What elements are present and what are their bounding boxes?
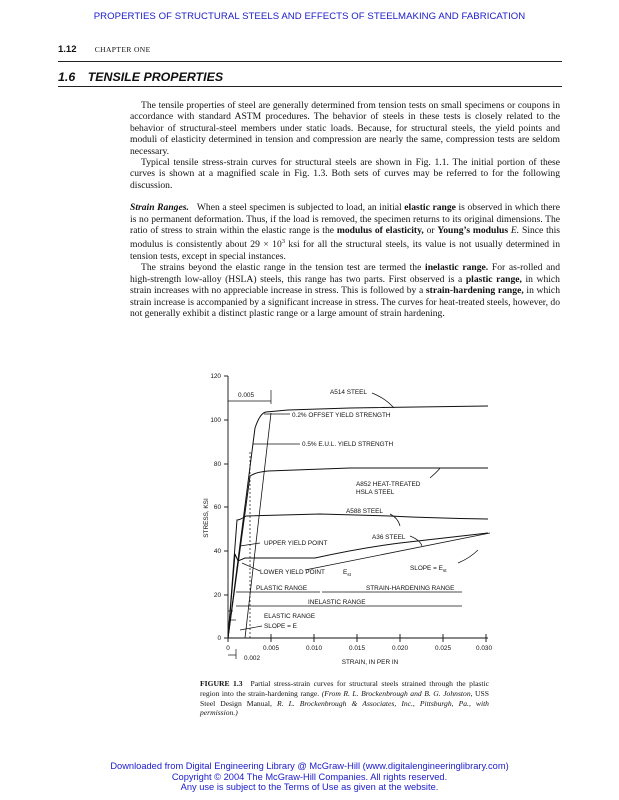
x-tick: 0	[226, 645, 230, 652]
label-0002: 0.002	[244, 655, 260, 662]
caption-text: Partial stress-strain curves for structural steels strained through the plastic region into the strain-hardening range.	[200, 679, 489, 698]
footer-line-1[interactable]: Downloaded from Digital Engineering Library @ McGraw-Hill (www.digitalengineeringlibrary.com)	[110, 761, 509, 771]
leader-slope-e	[240, 626, 262, 630]
section-number: 1.6	[58, 70, 76, 84]
label-a36: A36 STEEL	[372, 534, 406, 541]
leader-lower	[242, 563, 260, 571]
term-inelastic-range: inelastic range.	[425, 262, 489, 274]
paragraph-2	[130, 157, 560, 191]
chapter-label: CHAPTER ONE	[94, 45, 151, 54]
symbol-e: E.	[510, 225, 520, 237]
x-tick: 0.020	[392, 645, 408, 652]
label-slope-est: SLOPE = $E_{st}$	[410, 565, 447, 574]
y-tick: 80	[213, 461, 221, 468]
y-tick: 20	[213, 592, 221, 599]
stress-strain-diagram	[200, 368, 500, 673]
section-rule	[58, 86, 562, 87]
term-youngs-modulus: Young’s modulus	[437, 225, 509, 237]
label-a588: A588 STEEL	[346, 508, 383, 515]
page-number: 1.12	[58, 44, 77, 55]
label-a514: A514 STEEL	[330, 389, 367, 396]
p3-text-3: or	[423, 225, 438, 237]
term-strain-hardening: strain-hardening range,	[425, 285, 524, 297]
paragraph-1-text: The tensile properties of steel are generally determined from tension tests on small specimens or coupons in accordance with standard ASTM procedures. The behavior of steels in these tests is closely related to the behavior of structural-steel members under static loads. Because, for structural steels, the yield points and moduli of elasticity determined in tension and compression are nearly the same, compression tests are seldom necessary.	[130, 100, 560, 157]
p3-text-5: ksi for all the structural steels, its value is not usually determined in tension tests, except in special instances.	[130, 239, 560, 263]
p4-text-3: in which strain increases with no appreciable increase in stress. This is followed by a	[130, 273, 560, 297]
figure-1-3	[200, 368, 500, 673]
exponent: 3	[281, 238, 285, 246]
footer-line-2: Copyright © 2004 The McGraw-Hill Companies. All rights reserved.	[171, 771, 448, 782]
paragraph-1	[130, 100, 560, 157]
p3-text-2: is observed in which there is no permanent deformation. Thus, if the load is removed, the specimen returns to its original dimensions. The ratio of stress to strain within the elastic range is the	[130, 202, 561, 237]
y-axis-title: STRESS, KSI	[203, 498, 210, 538]
x-tick: 0.025	[435, 645, 451, 652]
y-tick: 0	[217, 635, 221, 642]
label-plastic-range: PLASTIC RANGE	[256, 585, 308, 592]
label-a852: A852 HEAT-TREATED	[356, 481, 421, 488]
x-tick: 0.015	[349, 645, 365, 652]
caption-source-b: USS Steel Design Manual,	[200, 688, 489, 708]
label-lower-yield-point: LOWER YIELD POINT	[260, 569, 325, 576]
p3-text-1: When a steel specimen is subjected to load, an initial	[196, 202, 405, 214]
term-elastic-range: elastic range	[404, 202, 456, 214]
source-banner: PROPERTIES OF STRUCTURAL STEELS AND EFFECTS OF STEELMAKING AND FABRICATION	[93, 11, 526, 22]
p4-text-1: The strains beyond the elastic range in the tension test are termed the	[141, 262, 426, 274]
y-tick: 120	[210, 373, 221, 380]
figure-caption	[200, 679, 489, 718]
x-tick: 0.010	[306, 645, 322, 652]
term-plastic-range: plastic range,	[465, 273, 522, 285]
caption-source-a: (From R. L. Brockenbrough and B. G. Johnston,	[321, 688, 476, 698]
caption-source-c: R. L. Brockenbrough & Associates, Inc., Pittsburgh, Pa., with permission.)	[200, 698, 489, 718]
paragraph-inelastic	[130, 262, 560, 319]
y-tick: 100	[210, 417, 221, 424]
offset-line	[245, 413, 271, 638]
label-inelastic-range: INELASTIC RANGE	[308, 599, 366, 606]
label-elastic-range: ELASTIC RANGE	[264, 613, 316, 620]
term-modulus: modulus of elasticity,	[336, 225, 424, 237]
running-head	[58, 44, 151, 55]
header-rule	[58, 61, 562, 62]
label-upper-yield-point: UPPER YIELD POINT	[264, 540, 328, 547]
paragraph-strain-ranges	[130, 202, 560, 262]
run-in-heading: Strain Ranges.	[130, 202, 189, 214]
x-tick: 0.005	[263, 645, 279, 652]
label-offset-dim: 0.005	[238, 392, 254, 399]
label-eul-yield: 0.5% E.U.L. YIELD STRENGTH	[302, 441, 394, 448]
caption-label: FIGURE 1.3	[200, 679, 243, 688]
label-strain-hardening-range: STRAIN-HARDENING RANGE	[366, 585, 455, 592]
download-footer	[0, 761, 619, 793]
leader-a514	[372, 393, 394, 408]
section-title: TENSILE PROPERTIES	[87, 70, 224, 84]
body-text	[130, 100, 560, 320]
y-tick: 40	[213, 548, 221, 555]
p3-text-4: Since this modulus is consistently about 29 × 10	[130, 225, 560, 251]
leader-slope-est	[458, 550, 478, 563]
label-slope-e: SLOPE = E	[264, 623, 297, 630]
leader-a852	[430, 468, 440, 478]
paragraph-2-text: Typical tensile stress-strain curves for structural steels are shown in Fig. 1.1. The initial portion of these curves is shown at a magnified scale in Fig. 1.3. Both sets of curves may be referred to for the following discussion.	[130, 157, 560, 191]
label-hsla: HSLA STEEL	[356, 489, 395, 496]
p4-text-4: in which strain increase is accompanied by a significant increase in stress. The curves for heat-treated steels, however, do not generally exhibit a distinct plastic range or a large amount of strain hardening.	[130, 285, 560, 320]
label-offset-yield: 0.2% OFFSET YIELD STRENGTH	[292, 412, 391, 419]
section-heading	[58, 70, 562, 84]
x-tick: 0.030	[476, 645, 492, 652]
footer-line-3[interactable]: Any use is subject to the Terms of Use as given at the website.	[180, 782, 439, 793]
y-tick: 60	[213, 504, 221, 511]
label-est: $E_{st}$	[343, 569, 351, 578]
p4-text-2: For as-rolled and high-strength low-alloy (HSLA) steels, this range has two parts. First observed is a	[130, 262, 560, 285]
x-axis-title: STRAIN, IN PER IN	[341, 659, 399, 666]
